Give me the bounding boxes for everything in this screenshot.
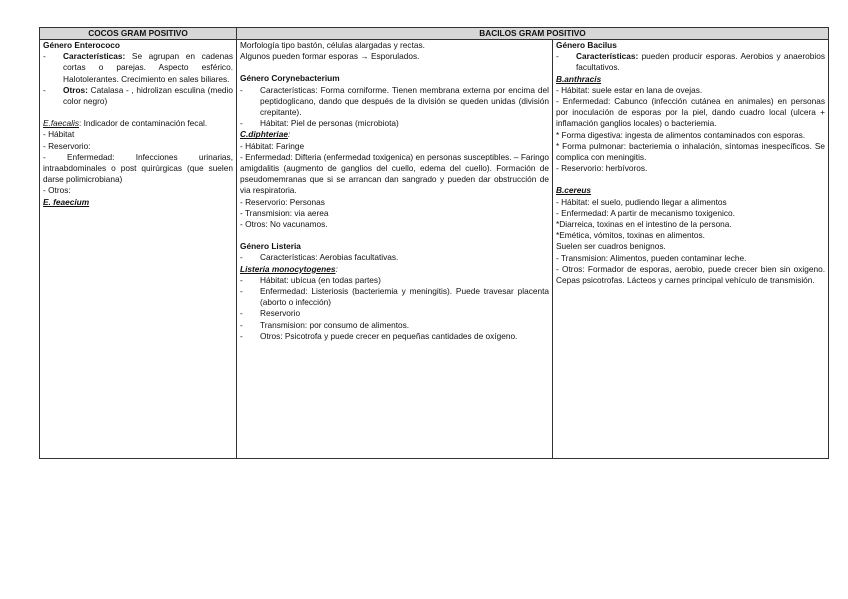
list-item: - Características: Forma corniforme. Tienen membrana externa por encima del peptidoglicano, dando que después de la división se queden unidas (división crepitante).	[240, 84, 549, 118]
faecalis-otros: - Otros:	[43, 185, 71, 196]
caract-label: Características:	[63, 51, 126, 62]
faecalis-line	[43, 118, 233, 129]
otros-label: Otros:	[63, 84, 88, 95]
list-item-text: Transmision: por consumo de alimentos.	[260, 319, 410, 330]
list-item: - Transmision: por consumo de alimentos.	[240, 319, 410, 330]
anthracis-line: - Reservorio: herbívoros.	[556, 163, 648, 174]
cereus-line: - Otros: Formador de esporas, aerobio, puede crecer bien sin oxigeno. Cepas psicotrofas. Lácteos y carnes principal vehículo de transmisión.	[556, 263, 825, 286]
caract-text: pueden producir esporas. Aerobios y anaerobios facultativos.	[576, 51, 825, 73]
cell-cory-listeria	[237, 40, 553, 459]
caract-text: Se agrupan en cadenas cortas o parejas. Aspecto esférico. Halotolerantes. Crecimiento en sales biliares.	[63, 51, 233, 84]
list-item: - Características: Aerobias facultativas.	[240, 252, 399, 263]
list-item-text: Enfermedad: Listeriosis (bacteriemia y meningitis). Puede travesar placenta (aborto o infección)	[260, 286, 549, 308]
diph-line: - Otros: No vacunamos.	[240, 219, 328, 230]
anthracis-line: * Forma pulmonar: bacteriemia o inhalación, síntomas inespecíficos. Se complica con meningitis.	[556, 140, 825, 163]
diph-line: - Enfermedad: Difteria (enfermedad toxigenica) en personas susceptibles. – Faringo amigdalitis (augmento de ganglios del cuello, edema del cuello). Formación de pseudomemranas que si se arrancan dan sangrado y pueden dar obstrucción de via respiratoria.	[240, 151, 549, 196]
list-item: - Hábitat: ubícua (en todas partes)	[240, 274, 381, 285]
cell-enterococo	[40, 40, 237, 459]
diphteriae-name: C.diphteriae	[240, 129, 288, 140]
list-item-text: Otros: Psicotrofa y puede crecer en pequeñas cantidades de oxígeno.	[260, 330, 518, 341]
header-bacilos: BACILOS GRAM POSITIVO	[237, 28, 829, 40]
faecalis-habitat: - Hábitat	[43, 129, 75, 140]
otros-text: Catalasa - , hidrolizan esculina (medio color negro)	[63, 84, 234, 107]
list-item-text: Hábitat: Piel de personas (microbiota)	[260, 118, 399, 129]
caract-label: Características:	[576, 51, 639, 62]
diph-line: - Hábitat: Faringe	[240, 140, 305, 151]
list-item-text: Características: Forma corniforme. Tienen membrana externa por encima del peptidoglicano, dando que después de la división se queden unidas (división crepitante).	[260, 84, 549, 118]
diphteriae-line	[240, 129, 549, 140]
faecium-name: E. feaecium	[43, 196, 90, 207]
content-row	[40, 40, 829, 459]
diph-line: - Reservorio: Personas	[240, 196, 325, 207]
intro-line: Morfología tipo bastón, células alargadas y rectas.	[240, 40, 425, 50]
faecalis-enfermedad: - Enfermedad: Infecciones urinarias, intraabdominales o post quirúrgicas (que suelen darse polimicrobiana)	[43, 151, 233, 185]
genus-title-bacilus: Género Bacilus	[556, 40, 617, 50]
anthracis-line: - Enfermedad: Cabunco (infección cutánea en animales) en personas por inoculación de esporas por la piel, dando cuadro local (ulcera + inflamación ganglios locales) o bacteriemia.	[556, 96, 825, 129]
faecalis-reservorio: - Reservorio:	[43, 140, 91, 151]
header-cocos: COCOS GRAM POSITIVO	[40, 28, 237, 40]
cereus-line: *Emética, vómitos, toxinas en alimentos.	[556, 230, 705, 241]
listeria-line	[240, 264, 549, 275]
cereus-line: *Diarreica, toxinas en el intestino de la persona.	[556, 219, 732, 230]
cereus-name: B.cereus	[556, 185, 592, 196]
header-row	[40, 28, 829, 40]
faecalis-text: : Indicador de contaminación fecal.	[78, 118, 208, 129]
bacteria-table	[39, 27, 829, 459]
genus-title-enterococo: Género Enterococo	[43, 40, 120, 50]
intro-line: Algunos pueden formar esporas → Esporulados.	[240, 51, 420, 62]
diphteriae-suffix: :	[287, 129, 291, 140]
list-item: - Hábitat: Piel de personas (microbiota)	[240, 118, 399, 129]
cell-bacilus	[553, 40, 829, 459]
anthracis-line: - Hábitat: suele estar en lana de ovejas.	[556, 84, 703, 95]
cereus-line: Suelen ser cuadros benignos.	[556, 241, 666, 252]
cereus-line: - Transmision: Alimentos, pueden contaminar leche.	[556, 252, 747, 263]
list-item: - Características: pueden producir esporas. Aerobios y anaerobios facultativos.	[556, 51, 825, 73]
diph-line: - Transmision: via aerea	[240, 207, 329, 218]
list-item: - Reservorio	[240, 308, 301, 319]
anthracis-name: B.anthracis	[556, 73, 602, 84]
list-item-text: Reservorio	[260, 308, 301, 319]
list-item: - Enfermedad: Listeriosis (bacteriemia y meningitis). Puede travesar placenta (aborto o infección)	[240, 286, 549, 308]
list-item: - Características: Se agrupan en cadenas cortas o parejas. Aspecto esférico. Halotolerantes. Crecimiento en sales biliares.	[43, 51, 233, 84]
listeria-name: Listeria monocytogenes	[240, 263, 336, 274]
faecalis-name: E.faecalis	[43, 118, 79, 129]
list-item: - Otros: Psicotrofa y puede crecer en pequeñas cantidades de oxígeno.	[240, 330, 518, 341]
genus-title-corynebacterium: Género Corynebacterium	[240, 73, 340, 84]
anthracis-line: * Forma digestiva: ingesta de alimentos contaminados con esporas.	[556, 129, 806, 140]
genus-title-listeria: Género Listeria	[240, 241, 301, 252]
cereus-line: - Enfermedad: A partir de mecanismo toxigenico.	[556, 207, 735, 218]
cereus-line: - Hábitat: el suelo, pudiendo llegar a alimentos	[556, 196, 727, 207]
list-item: - Otros: Catalasa - , hidrolizan esculina (medio color negro)	[43, 84, 234, 107]
listeria-suffix: :	[335, 263, 338, 274]
list-item-text: Hábitat: ubícua (en todas partes)	[260, 274, 381, 285]
list-item-text: Características: Aerobias facultativas.	[260, 252, 399, 263]
